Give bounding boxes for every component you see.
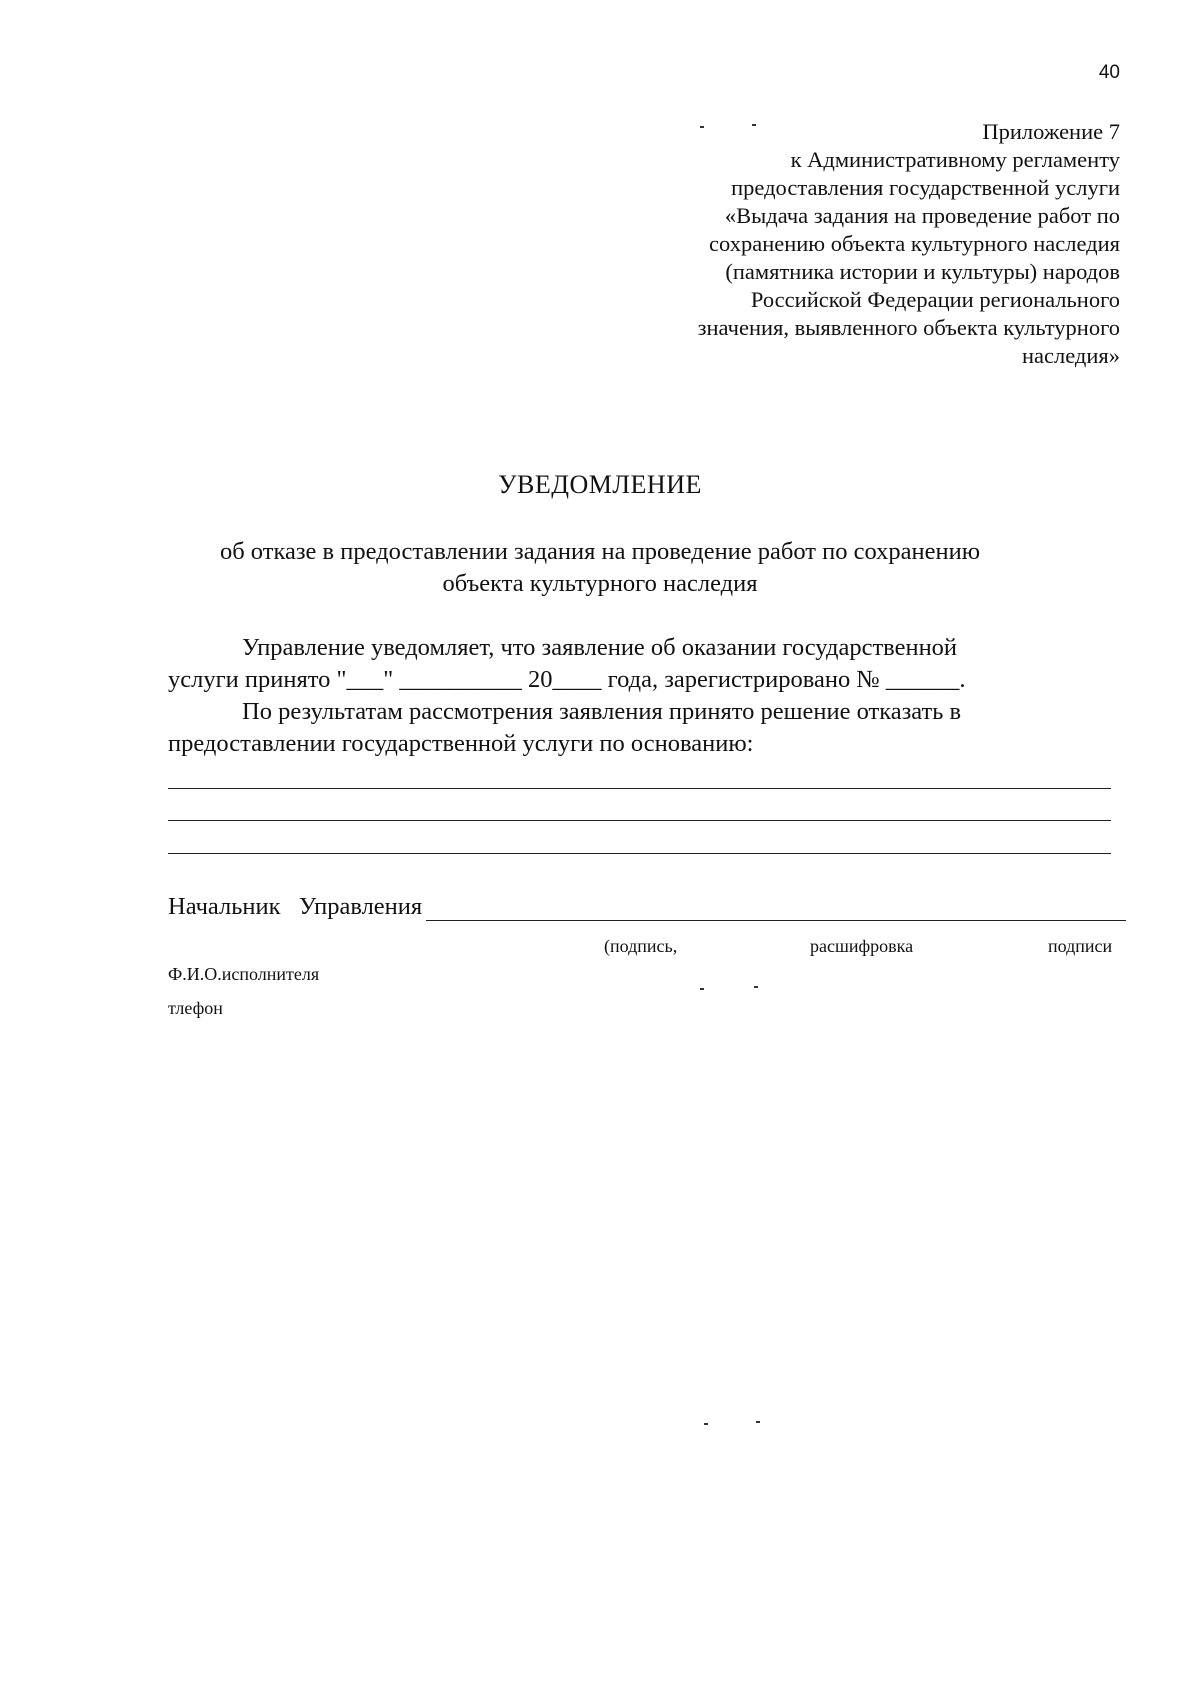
appendix-line: «Выдача задания на проведение работ по (724, 203, 1120, 228)
scan-speck (700, 126, 704, 128)
scan-speck (704, 1423, 708, 1425)
reason-blank-line (168, 853, 1111, 854)
appendix-line: наследия» (1021, 343, 1120, 368)
appendix-header (560, 118, 1120, 370)
scan-speck (700, 988, 704, 990)
subtitle-line: объекта культурного наследия (442, 570, 758, 597)
appendix-line: сохранению объекта культурного наследия (709, 231, 1120, 256)
scan-speck (754, 986, 758, 988)
appendix-line: предоставления государственной услуги (731, 175, 1120, 200)
of-signature-caption: подписи (1048, 936, 1113, 956)
signature-blank-line (426, 894, 1126, 921)
decoding-caption: расшифровка (810, 936, 914, 956)
scan-speck (756, 1421, 760, 1423)
signature-caption: (подпись, (604, 936, 678, 956)
subtitle-line: об отказе в предоставлении задания на проведение работ по сохранению (219, 538, 981, 565)
body-line: По результатам рассмотрения заявления принято решение отказать в (242, 698, 962, 725)
reason-blank-line (168, 820, 1111, 821)
appendix-line: Российской Федерации регионального (750, 287, 1120, 312)
document-title: УВЕДОМЛЕНИЕ (498, 470, 702, 499)
document-subtitle (100, 536, 1100, 600)
reason-blank-line (168, 788, 1111, 789)
body-line: услуги принято "___" __________ 20____ года, зарегистрировано № ______. (168, 666, 966, 693)
appendix-line: к Административному регламенту (790, 147, 1120, 172)
appendix-line: значения, выявленного объекта культурного (697, 315, 1120, 340)
executor-label: Ф.И.О.исполнителя (168, 964, 320, 984)
appendix-line: (памятника истории и культуры) народов (725, 259, 1120, 284)
body-line: предоставлении государственной услуги по основанию: (168, 730, 754, 757)
scan-speck (752, 124, 756, 126)
body-line: Управление уведомляет, что заявление об оказании государственной (242, 634, 958, 661)
notice-body (168, 632, 1118, 760)
signature-label: Начальник Управления (168, 893, 423, 920)
appendix-line: Приложение 7 (982, 119, 1120, 144)
phone-label: тлефон (168, 998, 223, 1018)
page-number: 40 (1098, 62, 1120, 83)
signature-row (168, 893, 1126, 921)
